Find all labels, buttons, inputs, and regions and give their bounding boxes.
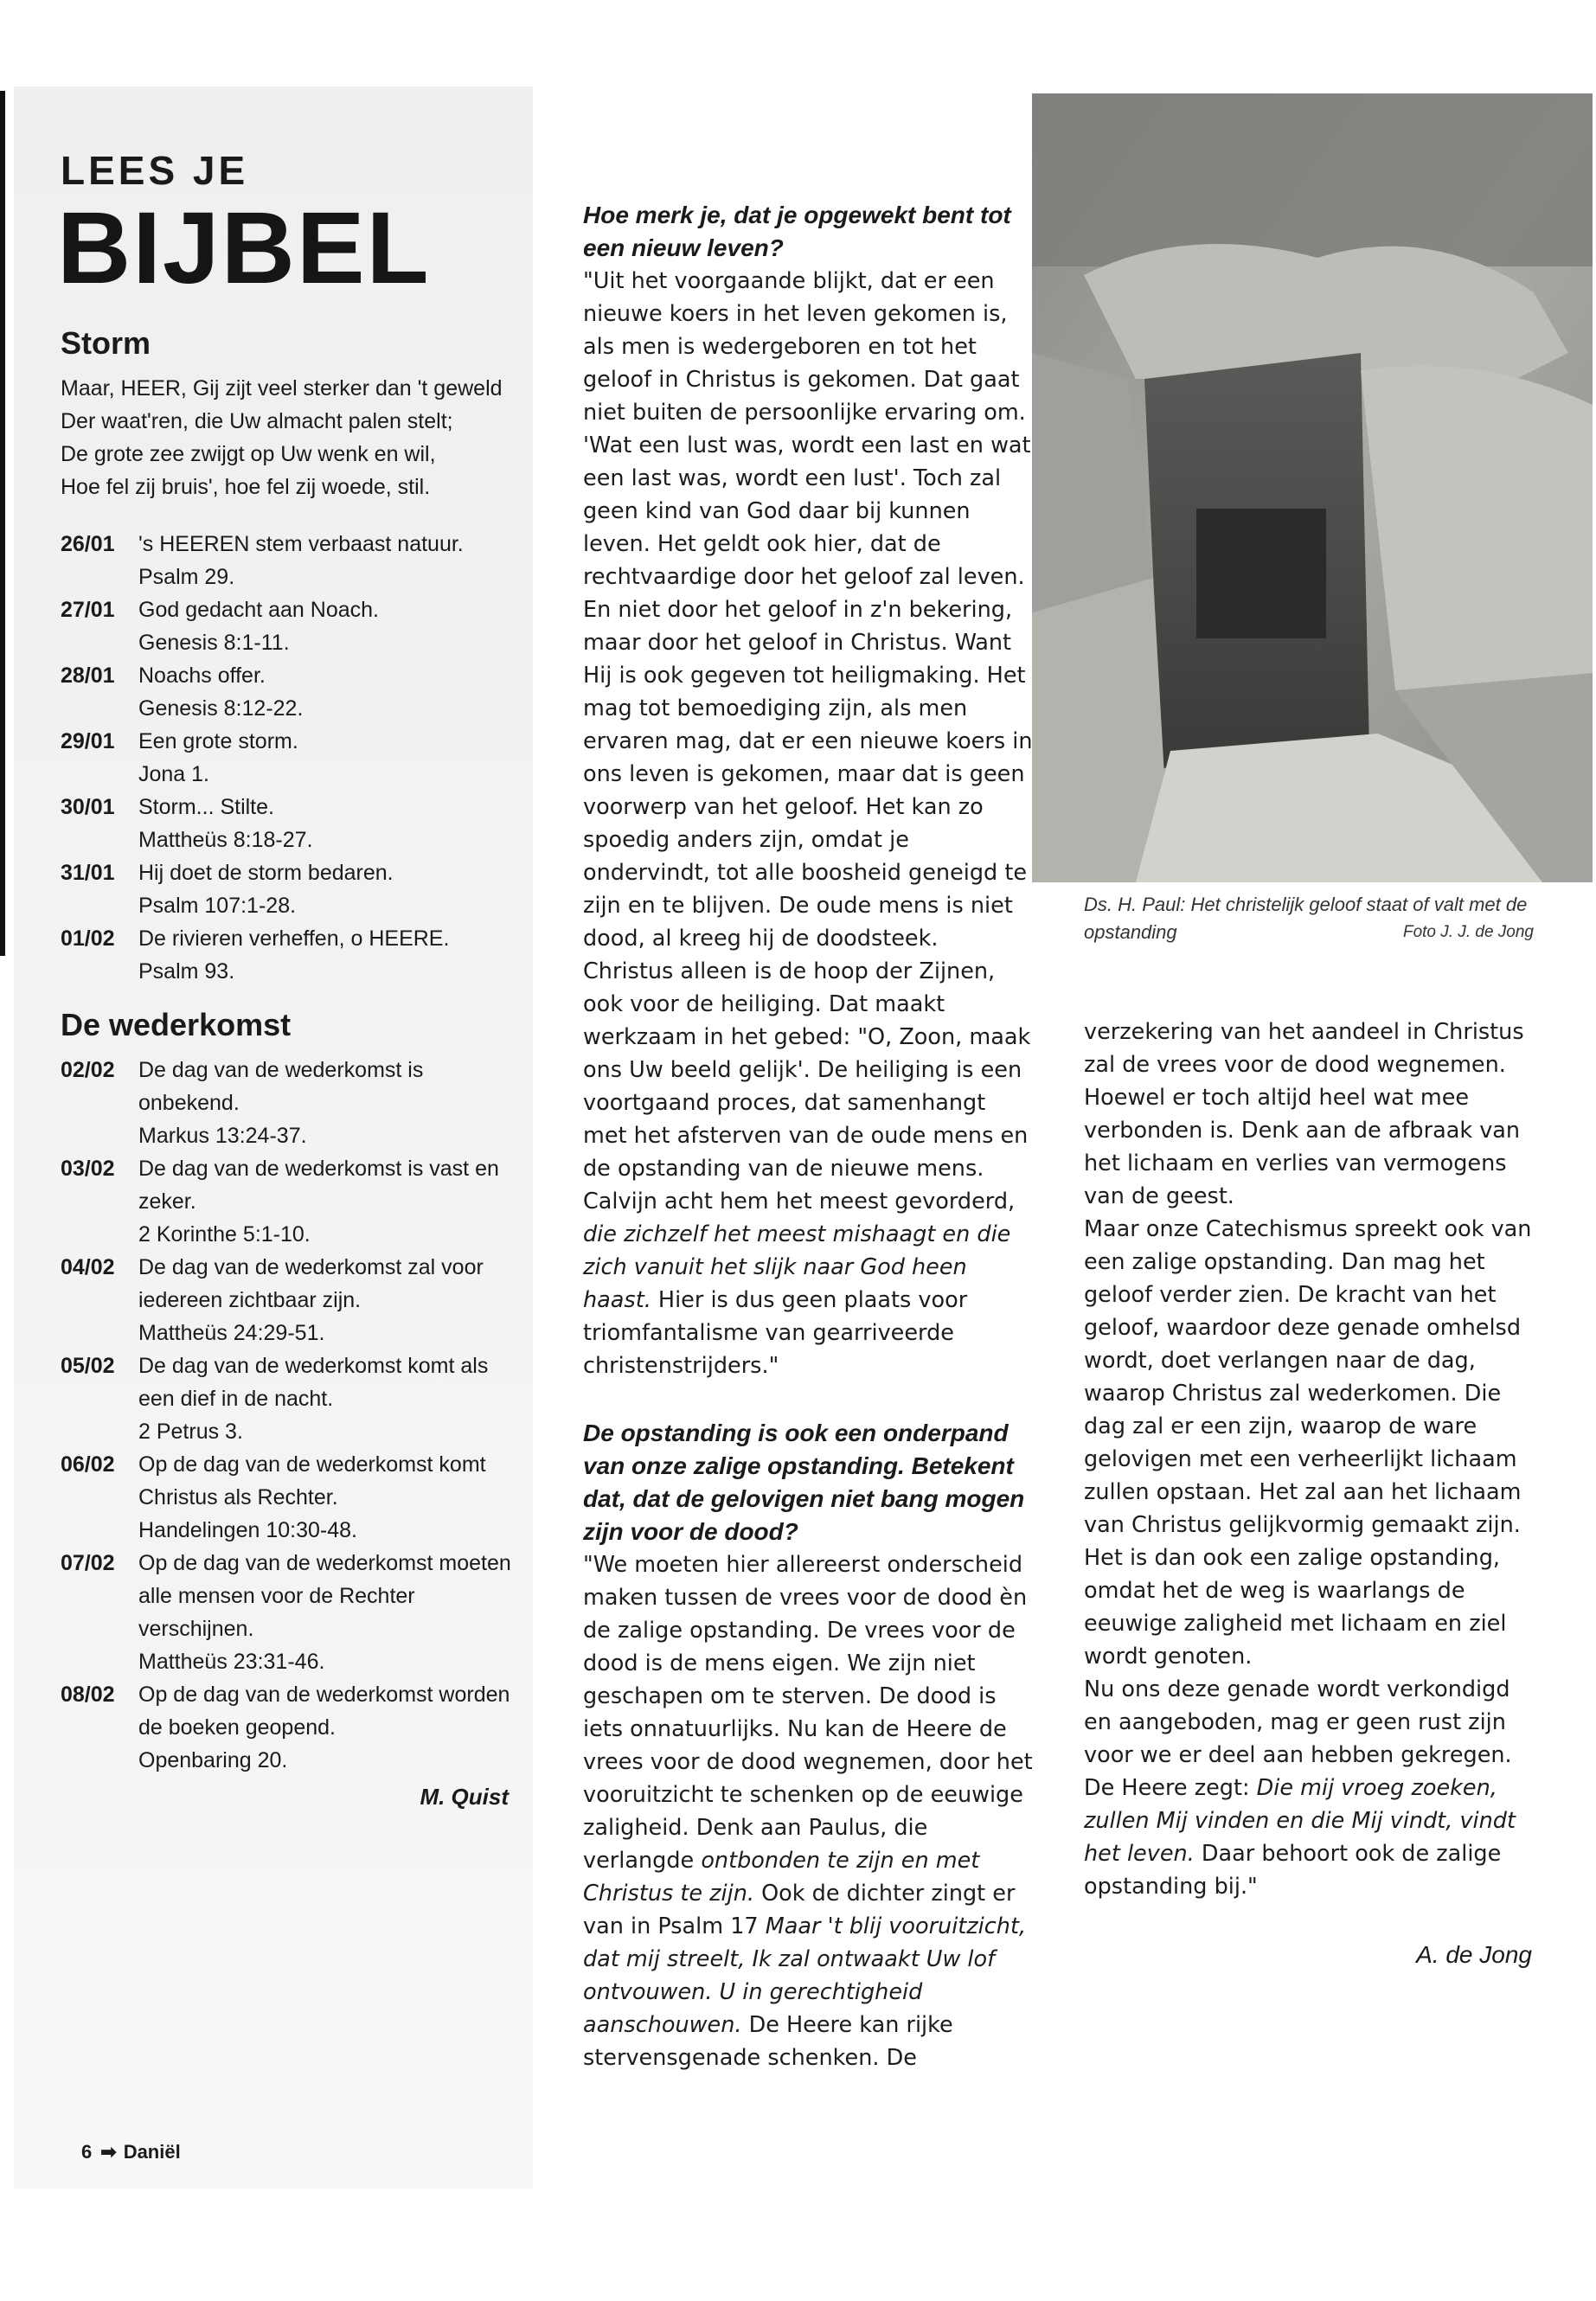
reading-item <box>61 1054 528 1152</box>
reading-title: De rivieren verheffen, o HEERE. <box>138 926 450 951</box>
reading-title: De dag van de wederkomst is vast en zeker. <box>138 1157 499 1214</box>
reading-title: 's HEEREN stem verbaast natuur. <box>138 532 464 556</box>
answer-text: "We moeten hier allereerst onderscheid maken tussen de vrees voor de dood èn de zalige opstanding. De vrees voor de dood is de mens eigen. We zijn niet geschapen om te sterven. De dood is iets onnatuurlijks. Nu kan de Heere de vrees voor de dood wegnemen, door het vooruitzicht te schenken op de eeuwige zaligheid. Denk aan Paulus, die verlangde <box>583 1552 1033 1874</box>
reading-title: Op de dag van de wederkomst komt Christus als Rechter. <box>138 1452 486 1509</box>
reading-item <box>61 1547 528 1678</box>
answer-text: Daar behoort ook de zalige opstanding bij." <box>1084 1841 1502 1900</box>
answer-quote: die zichzelf het meest mishaagt en die zich vanuit het slijk naar God heen haast. <box>583 1221 1011 1313</box>
answer-text: De Heere kan rijke stervensgenade schenken. De <box>583 2012 953 2071</box>
page-edge-bar <box>0 91 5 956</box>
reading-ref: Psalm 29. <box>138 565 235 589</box>
interview-column-1 <box>583 199 1033 2074</box>
reading-date: 29/01 <box>61 729 115 753</box>
answer-quote: Maar 't blij vooruitzicht, dat mij streelt, Ik zal ontwaakt Uw lof ontvouwen. U in gerechtigheid aanschouwen. <box>583 1913 1027 2038</box>
reading-date: 04/02 <box>61 1255 115 1279</box>
page-number: 6 <box>81 2141 93 2163</box>
reading-item <box>61 1678 528 1777</box>
interview-author: A. de Jong <box>1416 1941 1532 1968</box>
reading-title: Een grote storm. <box>138 729 298 753</box>
page-footer <box>81 2141 181 2163</box>
arrow-icon: ➡ <box>100 2141 117 2163</box>
reading-item <box>61 791 528 856</box>
reading-ref: Jona 1. <box>138 762 210 786</box>
reading-title: Op de dag van de wederkomst worden de boeken geopend. <box>138 1682 510 1740</box>
reading-title: Storm... Stilte. <box>138 795 274 819</box>
storm-heading: Storm <box>61 325 151 361</box>
photo-caption <box>1084 891 1534 946</box>
section-title: BIJBEL <box>57 191 431 305</box>
answer-text: Hier is dus geen plaats voor triomfantalisme van gearriveerde christenstrijders." <box>583 1287 968 1379</box>
reading-schedule-panel <box>14 87 533 2189</box>
poem-line: Hoe fel zij bruis', hoe fel zij woede, stil. <box>61 475 431 499</box>
reading-title: De dag van de wederkomst is onbekend. <box>138 1058 424 1115</box>
reading-ref: Genesis 8:12-22. <box>138 696 304 721</box>
wederkomst-heading: De wederkomst <box>61 1007 292 1042</box>
tomb-opening <box>1196 509 1326 638</box>
answer-quote: ontbonden te zijn en met Christus te zijn. <box>583 1848 980 1907</box>
reading-item <box>61 528 528 593</box>
reading-ref: 2 Petrus 3. <box>138 1420 243 1444</box>
storm-poem <box>61 372 528 503</box>
reading-item <box>61 922 528 988</box>
answer-text: Ook de dichter zingt er van in Psalm 17 <box>583 1881 1016 1939</box>
interview-answer <box>583 1548 1033 2074</box>
answer-continuation: verzekering van het aandeel in Christus zal de vrees voor de dood wegnemen. Hoewel er toch altijd heel wat mee verbonden is. Denk aan de afbraak van het lichaam en verlies van vermogens van de geest. <box>1084 1019 1524 1209</box>
reading-date: 26/01 <box>61 532 115 556</box>
reading-item <box>61 1152 528 1251</box>
reading-ref: Genesis 8:1-11. <box>138 631 290 655</box>
reading-date: 31/01 <box>61 861 115 885</box>
reading-date: 05/02 <box>61 1354 115 1378</box>
reading-date: 27/01 <box>61 598 115 622</box>
reading-item <box>61 1251 528 1349</box>
interview-question: Hoe merk je, dat je opgewekt bent tot een nieuw leven? <box>583 202 1011 261</box>
reading-ref: Mattheüs 24:29-51. <box>138 1321 325 1345</box>
reading-title: Op de dag van de wederkomst moeten alle mensen voor de Rechter verschijnen. <box>138 1551 511 1641</box>
reading-item <box>61 725 528 791</box>
interview-question: De opstanding is ook een onderpand van onze zalige opstanding. Betekent dat, dat de gelovigen niet bang mogen zijn voor de dood? <box>583 1420 1025 1545</box>
poem-line: Der waat'ren, die Uw almacht palen stelt; <box>61 409 453 433</box>
reading-ref: Mattheüs 8:18-27. <box>138 828 313 852</box>
reading-ref: Openbaring 20. <box>138 1748 288 1772</box>
reading-title: Hij doet de storm bedaren. <box>138 861 394 885</box>
wederkomst-readings-list <box>61 1054 528 1777</box>
reading-ref: Handelingen 10:30-48. <box>138 1518 357 1542</box>
reading-item <box>61 856 528 922</box>
answer-paragraph: Maar onze Catechismus spreekt ook van een zalige opstanding. Dan mag het geloof verder zien. De kracht van het geloof, waardoor deze genade omhelsd wordt, doet verlangen naar de dag, waarop Christus zal wederkomen. Die dag zal er een zijn, waarop de ware gelovigen met een verheerlijkt lichaam zullen opstaan. Het zal aan het lichaam van Christus gelijkvormig gemaakt zijn. Het is dan ook een zalige opstanding, omdat het de weg is waarlangs de eeuwige zaligheid met lichaam en ziel wordt genoten. <box>1084 1216 1532 1670</box>
reading-item <box>61 659 528 725</box>
reading-date: 02/02 <box>61 1058 115 1082</box>
reading-title: God gedacht aan Noach. <box>138 598 379 622</box>
reading-ref: 2 Korinthe 5:1-10. <box>138 1222 311 1247</box>
reading-item <box>61 1448 528 1547</box>
schedule-author: M. Quist <box>420 1784 509 1810</box>
reading-date: 28/01 <box>61 663 115 688</box>
reading-date: 08/02 <box>61 1682 115 1707</box>
reading-title: De dag van de wederkomst komt als een dief in de nacht. <box>138 1354 489 1411</box>
magazine-name: Daniël <box>123 2141 181 2163</box>
tomb-photo <box>1032 93 1593 882</box>
reading-ref: Mattheüs 23:31-46. <box>138 1650 325 1674</box>
interview-column-2 <box>1084 1016 1534 1969</box>
poem-line: Maar, HEER, Gij zijt veel sterker dan 't geweld <box>61 376 503 401</box>
reading-ref: Psalm 107:1-28. <box>138 894 297 918</box>
answer-paragraph <box>1084 1673 1534 1903</box>
answer-text: "Uit het voorgaande blijkt, dat er een nieuwe koers in het leven gekomen is, als men is wedergeboren en tot het geloof in Christus is gekomen. Dat gaat niet buiten de persoonlijke ervaring om. 'Wat een lust was, wordt een last en wat een last was, wordt een lust'. Toch zal geen kind van God daar bij kunnen leven. Het geldt ook hier, dat de rechtvaardige door het geloof zal leven. En niet door het geloof in z'n bekering, maar door het geloof in Christus. Want Hij is ook gegeven tot heiligmaking. Het mag tot bemoediging zijn, als men ervaren mag, dat er een nieuwe koers in ons leven is gekomen, maar dat is geen voorwerp van het geloof. Het kan zo spoedig anders zijn, omdat je ondervindt, tot alle boosheid geneigd te zijn en te blijven. De oude mens is niet dood, al kreeg hij de doodsteek. Christus alleen is de hoop der Zijnen, ook voor de heiliging. Dat maakt werkzaam in het gebed: "O, Zoon, maak ons Uw beeld gelijk'. De heiliging is een voortgaand proces, dat samenhangt met het afsterven van de oude mens en de opstanding van de nieuwe mens. Calvijn acht hem het meest gevorderd, <box>583 268 1033 1215</box>
reading-schedule-content <box>57 147 528 1811</box>
caption-text: Ds. H. Paul: Het christelijk geloof staat of valt met de opstanding <box>1084 894 1528 943</box>
photo-credit: Foto J. J. de Jong <box>1402 923 1534 941</box>
interview-answer <box>583 265 1033 1382</box>
answer-quote: Die mij vroeg zoeken, zullen Mij vinden en die Mij vindt, vindt het leven. <box>1084 1775 1516 1867</box>
reading-date: 06/02 <box>61 1452 115 1477</box>
reading-title: Noachs offer. <box>138 663 266 688</box>
reading-date: 01/02 <box>61 926 115 951</box>
reading-date: 30/01 <box>61 795 115 819</box>
rock-wall-right <box>1361 366 1593 693</box>
reading-item <box>61 593 528 659</box>
reading-item <box>61 1349 528 1448</box>
reading-ref: Markus 13:24-37. <box>138 1124 307 1148</box>
reading-ref: Psalm 93. <box>138 959 235 984</box>
section-kicker: LEES JE <box>61 148 249 193</box>
storm-readings-list <box>61 528 528 988</box>
reading-date: 03/02 <box>61 1157 115 1181</box>
answer-text: Nu ons deze genade wordt verkondigd en aangeboden, mag er geen rust zijn voor we er deel aan hebben gekregen. De Heere zegt: <box>1084 1676 1512 1801</box>
poem-line: De grote zee zwijgt op Uw wenk en wil, <box>61 442 436 466</box>
reading-title: De dag van de wederkomst zal voor iedereen zichtbaar zijn. <box>138 1255 484 1312</box>
reading-date: 07/02 <box>61 1551 115 1575</box>
